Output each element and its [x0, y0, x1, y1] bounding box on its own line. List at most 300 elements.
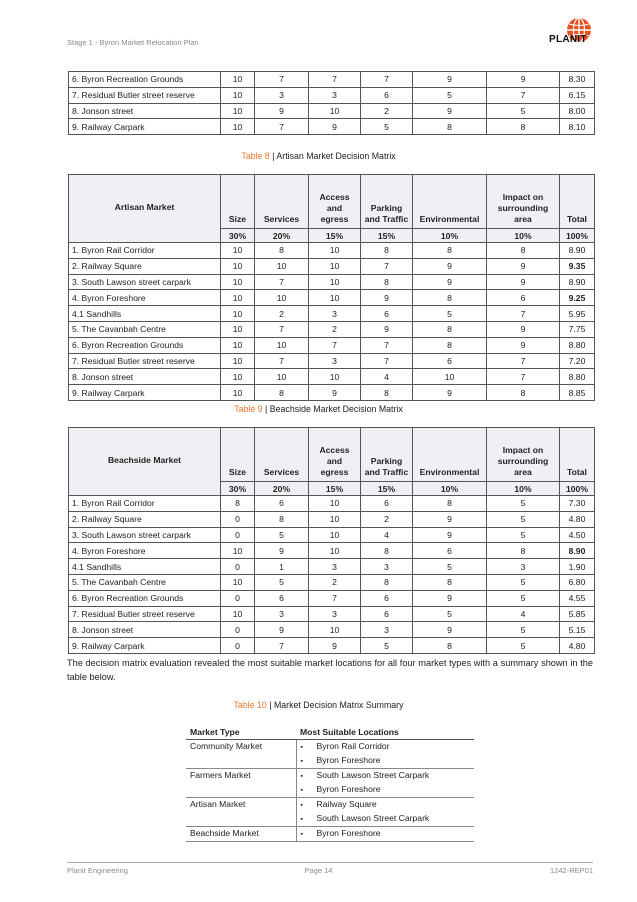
- criteria-header: Total: [560, 428, 595, 482]
- weight-cell: 100%: [560, 482, 595, 496]
- table-row: [69, 321, 595, 337]
- score-cell: 6: [361, 496, 413, 512]
- score-cell: 10: [309, 258, 361, 274]
- location-name-cell: 8. Jonson street: [69, 369, 221, 385]
- total-cell: 8.90: [560, 243, 595, 259]
- score-cell: 5: [487, 496, 560, 512]
- score-cell: 6: [361, 590, 413, 606]
- total-cell: 7.75: [560, 321, 595, 337]
- summary-location-text: Byron Rail Corridor: [316, 741, 390, 751]
- score-cell: 9: [413, 590, 487, 606]
- bullet-icon: ▪: [300, 773, 303, 780]
- table-row: [69, 72, 595, 88]
- weight-cell: 20%: [255, 229, 309, 243]
- score-cell: 9: [361, 321, 413, 337]
- table-row: [69, 527, 595, 543]
- table9-caption-number: Table 9: [234, 404, 263, 414]
- total-cell: 9.35: [560, 258, 595, 274]
- weight-cell: 20%: [255, 482, 309, 496]
- summary-row: [186, 798, 474, 813]
- criteria-header: Access and egress: [309, 428, 361, 482]
- criteria-header: Access and egress: [309, 175, 361, 229]
- summary-row: [186, 827, 474, 842]
- table9-caption-text: Beachside Market Decision Matrix: [269, 404, 403, 414]
- total-cell: 8.00: [560, 103, 595, 119]
- table-row: [69, 337, 595, 353]
- score-cell: 8: [413, 290, 487, 306]
- bullet-icon: ▪: [300, 744, 303, 751]
- score-cell: 8: [255, 243, 309, 259]
- summary-location-text: South Lawson Street Carpark: [316, 770, 430, 780]
- score-cell: 8: [413, 496, 487, 512]
- summary-row: [186, 812, 474, 827]
- table8-caption-text: Artisan Market Decision Matrix: [276, 151, 396, 161]
- summary-location-text: Byron Foreshore: [316, 784, 381, 794]
- location-name-cell: 4. Byron Foreshore: [69, 290, 221, 306]
- score-cell: 2: [309, 321, 361, 337]
- summary-market-type: Artisan Market: [190, 799, 246, 809]
- beachside-market-decision-matrix-table: [68, 427, 595, 654]
- score-cell: 6: [487, 290, 560, 306]
- total-cell: 6.15: [560, 87, 595, 103]
- summary-location: [296, 783, 474, 798]
- location-name-cell: 4. Byron Foreshore: [69, 543, 221, 559]
- score-cell: 5: [361, 119, 413, 135]
- score-cell: 8: [255, 385, 309, 401]
- score-cell: 10: [221, 385, 255, 401]
- score-cell: 9: [413, 274, 487, 290]
- table-row: [69, 243, 595, 259]
- bullet-icon: ▪: [300, 816, 303, 823]
- total-cell: 8.10: [560, 119, 595, 135]
- score-cell: 10: [221, 290, 255, 306]
- score-cell: 5: [413, 606, 487, 622]
- summary-location: [296, 812, 474, 827]
- score-cell: 7: [309, 590, 361, 606]
- location-name-cell: 8. Jonson street: [69, 103, 221, 119]
- score-cell: 5: [487, 590, 560, 606]
- summary-header-market-type: Market Type: [186, 725, 296, 740]
- total-cell: 1.90: [560, 559, 595, 575]
- score-cell: 8: [361, 574, 413, 590]
- location-name-cell: 9. Railway Carpark: [69, 119, 221, 135]
- score-cell: 7: [487, 369, 560, 385]
- location-name-cell: 7. Residual Butler street reserve: [69, 606, 221, 622]
- score-cell: 5: [255, 527, 309, 543]
- score-cell: 10: [221, 243, 255, 259]
- score-cell: 2: [361, 511, 413, 527]
- score-cell: 6: [361, 306, 413, 322]
- score-cell: 6: [255, 496, 309, 512]
- bullet-icon: ▪: [300, 758, 303, 765]
- score-cell: 10: [221, 119, 255, 135]
- table-row: [69, 559, 595, 575]
- criteria-header: Services: [255, 175, 309, 229]
- score-cell: 5: [413, 87, 487, 103]
- score-cell: 10: [309, 243, 361, 259]
- score-cell: 9: [309, 119, 361, 135]
- footer-left: Planit Engineering: [67, 866, 128, 875]
- summary-location: [296, 740, 474, 755]
- score-cell: 10: [309, 496, 361, 512]
- total-cell: 5.85: [560, 606, 595, 622]
- score-cell: 0: [221, 527, 255, 543]
- score-cell: 8: [413, 574, 487, 590]
- total-cell: 9.25: [560, 290, 595, 306]
- score-cell: 3: [309, 87, 361, 103]
- score-cell: 5: [361, 638, 413, 654]
- score-cell: 7: [361, 72, 413, 88]
- score-cell: 10: [255, 337, 309, 353]
- score-cell: 10: [221, 337, 255, 353]
- score-cell: 4: [487, 606, 560, 622]
- score-cell: 10: [309, 274, 361, 290]
- score-cell: 10: [309, 103, 361, 119]
- table-row: [69, 496, 595, 512]
- summary-location-text: Railway Square: [316, 799, 377, 809]
- total-cell: 5.95: [560, 306, 595, 322]
- score-cell: 9: [413, 103, 487, 119]
- score-cell: 0: [221, 511, 255, 527]
- score-cell: 5: [413, 559, 487, 575]
- summary-market-type: Beachside Market: [186, 827, 296, 842]
- table-row: [69, 258, 595, 274]
- total-cell: 7.20: [560, 353, 595, 369]
- bullet-icon: ▪: [300, 802, 303, 809]
- table-header-row: [69, 175, 595, 229]
- weight-cell: 10%: [413, 229, 487, 243]
- score-cell: 10: [221, 306, 255, 322]
- table-row: [69, 87, 595, 103]
- score-cell: 9: [413, 385, 487, 401]
- criteria-header: Size: [221, 428, 255, 482]
- footer-page-number: Page 14: [304, 866, 333, 875]
- weight-cell: 15%: [309, 482, 361, 496]
- total-cell: 8.90: [560, 274, 595, 290]
- weight-cell: 30%: [221, 229, 255, 243]
- location-name-cell: 5. The Cavanbah Centre: [69, 574, 221, 590]
- score-cell: 5: [487, 103, 560, 119]
- table-row: [69, 543, 595, 559]
- score-cell: 10: [309, 369, 361, 385]
- score-cell: 10: [309, 290, 361, 306]
- score-cell: 10: [309, 527, 361, 543]
- summary-row: [186, 740, 474, 755]
- score-cell: 9: [309, 638, 361, 654]
- summary-location: [296, 827, 474, 842]
- total-cell: 5.15: [560, 622, 595, 638]
- summary-market-type: [186, 754, 296, 769]
- total-cell: 4.50: [560, 527, 595, 543]
- location-name-cell: 4.1 Sandhills: [69, 306, 221, 322]
- score-cell: 8: [413, 243, 487, 259]
- market-type-header: Beachside Market: [69, 428, 221, 496]
- criteria-header: Size: [221, 175, 255, 229]
- score-cell: 10: [221, 543, 255, 559]
- score-cell: 6: [361, 87, 413, 103]
- location-name-cell: 6. Byron Recreation Grounds: [69, 590, 221, 606]
- score-cell: 1: [255, 559, 309, 575]
- summary-market-type: Farmers Market: [190, 770, 251, 780]
- table10-caption-text: Market Decision Matrix Summary: [273, 700, 404, 710]
- score-cell: 5: [413, 306, 487, 322]
- score-cell: 7: [361, 337, 413, 353]
- score-cell: 6: [413, 353, 487, 369]
- score-cell: 8: [361, 243, 413, 259]
- score-cell: 9: [413, 258, 487, 274]
- score-cell: 2: [255, 306, 309, 322]
- total-cell: 4.80: [560, 511, 595, 527]
- summary-market-type: [186, 783, 296, 798]
- table10-caption-number: Table 10: [233, 700, 267, 710]
- score-cell: 7: [255, 274, 309, 290]
- score-cell: 7: [255, 353, 309, 369]
- score-cell: 10: [221, 103, 255, 119]
- table-row: [69, 353, 595, 369]
- total-cell: 8.30: [560, 72, 595, 88]
- weight-cell: 15%: [309, 229, 361, 243]
- score-cell: 10: [309, 543, 361, 559]
- score-cell: 10: [221, 87, 255, 103]
- table-row: [69, 638, 595, 654]
- score-cell: 10: [413, 369, 487, 385]
- score-cell: 9: [487, 72, 560, 88]
- location-name-cell: 2. Railway Square: [69, 258, 221, 274]
- table-row: [69, 274, 595, 290]
- location-name-cell: 3. South Lawson street carpark: [69, 527, 221, 543]
- continued-decision-matrix-table: [68, 71, 595, 135]
- score-cell: 8: [413, 337, 487, 353]
- score-cell: 7: [487, 87, 560, 103]
- table8-caption-number: Table 8: [241, 151, 270, 161]
- score-cell: 9: [413, 72, 487, 88]
- location-name-cell: 3. South Lawson street carpark: [69, 274, 221, 290]
- score-cell: 0: [221, 559, 255, 575]
- criteria-header: Environmental: [413, 428, 487, 482]
- score-cell: 8: [361, 385, 413, 401]
- score-cell: 8: [487, 385, 560, 401]
- table-row: [69, 385, 595, 401]
- location-name-cell: 2. Railway Square: [69, 511, 221, 527]
- score-cell: 6: [255, 590, 309, 606]
- score-cell: 8: [413, 638, 487, 654]
- location-name-cell: 4.1 Sandhills: [69, 559, 221, 575]
- table-header-row: [69, 428, 595, 482]
- score-cell: 8: [487, 119, 560, 135]
- score-cell: 10: [221, 72, 255, 88]
- score-cell: 6: [361, 606, 413, 622]
- score-cell: 2: [309, 574, 361, 590]
- table-row: [69, 290, 595, 306]
- score-cell: 8: [221, 496, 255, 512]
- score-cell: 0: [221, 622, 255, 638]
- location-name-cell: 5. The Cavanbah Centre: [69, 321, 221, 337]
- weight-cell: 15%: [361, 482, 413, 496]
- score-cell: 9: [309, 385, 361, 401]
- table9-caption: Table 9 | Beachside Market Decision Matrix: [234, 404, 403, 414]
- score-cell: 7: [309, 72, 361, 88]
- table8-caption: Table 8 | Artisan Market Decision Matrix: [241, 151, 396, 161]
- score-cell: 10: [221, 274, 255, 290]
- total-cell: 8.85: [560, 385, 595, 401]
- score-cell: 9: [487, 321, 560, 337]
- score-cell: 8: [487, 243, 560, 259]
- score-cell: 7: [361, 258, 413, 274]
- score-cell: 4: [361, 369, 413, 385]
- score-cell: 3: [361, 622, 413, 638]
- score-cell: 9: [487, 258, 560, 274]
- total-cell: 6.80: [560, 574, 595, 590]
- score-cell: 3: [309, 606, 361, 622]
- page-header: Stage 1 - Byron Market Relocation Plan: [67, 38, 199, 47]
- summary-location-text: Byron Foreshore: [316, 755, 381, 765]
- score-cell: 10: [255, 369, 309, 385]
- logo-text: PLANIT: [549, 34, 587, 45]
- location-name-cell: 9. Railway Carpark: [69, 385, 221, 401]
- score-cell: 10: [221, 369, 255, 385]
- score-cell: 8: [361, 274, 413, 290]
- score-cell: 3: [309, 306, 361, 322]
- summary-market-type: Community Market: [190, 741, 263, 751]
- score-cell: 9: [413, 511, 487, 527]
- score-cell: 7: [255, 321, 309, 337]
- score-cell: 7: [487, 353, 560, 369]
- table-row: [69, 606, 595, 622]
- weight-cell: 10%: [487, 229, 560, 243]
- score-cell: 5: [255, 574, 309, 590]
- score-cell: 9: [255, 543, 309, 559]
- table-row: [69, 622, 595, 638]
- summary-paragraph: The decision matrix evaluation revealed the most suitable market locations for all four market types with a summary shown in the table below.: [67, 658, 593, 682]
- score-cell: 2: [361, 103, 413, 119]
- criteria-header: Parking and Traffic: [361, 175, 413, 229]
- score-cell: 10: [255, 290, 309, 306]
- summary-header-locations: Most Suitable Locations: [296, 725, 474, 740]
- score-cell: 9: [487, 274, 560, 290]
- score-cell: 4: [361, 527, 413, 543]
- weight-cell: 30%: [221, 482, 255, 496]
- footer-divider: [67, 862, 593, 863]
- score-cell: 0: [221, 638, 255, 654]
- location-name-cell: 1. Byron Rail Corridor: [69, 496, 221, 512]
- score-cell: 7: [487, 306, 560, 322]
- location-name-cell: 8. Jonson street: [69, 622, 221, 638]
- table-row: [69, 119, 595, 135]
- score-cell: 9: [413, 527, 487, 543]
- score-cell: 3: [361, 559, 413, 575]
- criteria-header: Impact on surrounding area: [487, 428, 560, 482]
- weight-cell: 15%: [361, 229, 413, 243]
- score-cell: 8: [361, 543, 413, 559]
- score-cell: 10: [221, 321, 255, 337]
- score-cell: 5: [487, 622, 560, 638]
- summary-row: [186, 783, 474, 798]
- total-cell: 4.80: [560, 638, 595, 654]
- summary-row: [186, 769, 474, 784]
- artisan-market-decision-matrix-table: [68, 174, 595, 401]
- score-cell: 8: [413, 321, 487, 337]
- summary-location: [296, 769, 474, 784]
- total-cell: 8.80: [560, 337, 595, 353]
- summary-location-text: South Lawson Street Carpark: [316, 813, 430, 823]
- table-row: [69, 511, 595, 527]
- table-row: [69, 574, 595, 590]
- summary-location: [296, 798, 474, 813]
- score-cell: 8: [413, 119, 487, 135]
- score-cell: 10: [309, 511, 361, 527]
- bullet-icon: ▪: [300, 831, 303, 838]
- criteria-header: Services: [255, 428, 309, 482]
- score-cell: 10: [221, 574, 255, 590]
- score-cell: 9: [361, 290, 413, 306]
- score-cell: 0: [221, 590, 255, 606]
- total-cell: 7.30: [560, 496, 595, 512]
- summary-market-type: [186, 812, 296, 827]
- footer-right: 1242-REP01: [550, 866, 593, 875]
- score-cell: 10: [309, 622, 361, 638]
- score-cell: 10: [221, 258, 255, 274]
- table-row: [69, 103, 595, 119]
- criteria-header: Environmental: [413, 175, 487, 229]
- score-cell: 7: [361, 353, 413, 369]
- score-cell: 5: [487, 638, 560, 654]
- weight-cell: 100%: [560, 229, 595, 243]
- score-cell: 3: [309, 353, 361, 369]
- score-cell: 10: [221, 606, 255, 622]
- location-name-cell: 1. Byron Rail Corridor: [69, 243, 221, 259]
- score-cell: 7: [255, 72, 309, 88]
- table-row: [69, 306, 595, 322]
- location-name-cell: 6. Byron Recreation Grounds: [69, 72, 221, 88]
- criteria-header: Impact on surrounding area: [487, 175, 560, 229]
- location-name-cell: 9. Railway Carpark: [69, 638, 221, 654]
- score-cell: 7: [255, 119, 309, 135]
- score-cell: 7: [255, 638, 309, 654]
- table10-caption: Table 10 | Market Decision Matrix Summary: [233, 700, 404, 710]
- score-cell: 9: [255, 103, 309, 119]
- summary-row: [186, 754, 474, 769]
- location-name-cell: 6. Byron Recreation Grounds: [69, 337, 221, 353]
- score-cell: 3: [255, 606, 309, 622]
- summary-location-text: Byron Foreshore: [316, 828, 381, 838]
- score-cell: 6: [413, 543, 487, 559]
- score-cell: 10: [255, 258, 309, 274]
- location-name-cell: 7. Residual Butler street reserve: [69, 353, 221, 369]
- total-cell: 8.90: [560, 543, 595, 559]
- summary-location: [296, 754, 474, 769]
- criteria-header: Parking and Traffic: [361, 428, 413, 482]
- score-cell: 9: [255, 622, 309, 638]
- score-cell: 7: [309, 337, 361, 353]
- score-cell: 3: [487, 559, 560, 575]
- total-cell: 4.55: [560, 590, 595, 606]
- table-row: [69, 590, 595, 606]
- score-cell: 5: [487, 511, 560, 527]
- criteria-header: Total: [560, 175, 595, 229]
- score-cell: 8: [487, 543, 560, 559]
- bullet-icon: ▪: [300, 787, 303, 794]
- score-cell: 3: [309, 559, 361, 575]
- score-cell: 3: [255, 87, 309, 103]
- table-row: [69, 369, 595, 385]
- location-name-cell: 7. Residual Butler street reserve: [69, 87, 221, 103]
- total-cell: 8.80: [560, 369, 595, 385]
- score-cell: 8: [255, 511, 309, 527]
- score-cell: 10: [221, 353, 255, 369]
- score-cell: 5: [487, 527, 560, 543]
- market-summary-table: [186, 725, 474, 842]
- score-cell: 9: [487, 337, 560, 353]
